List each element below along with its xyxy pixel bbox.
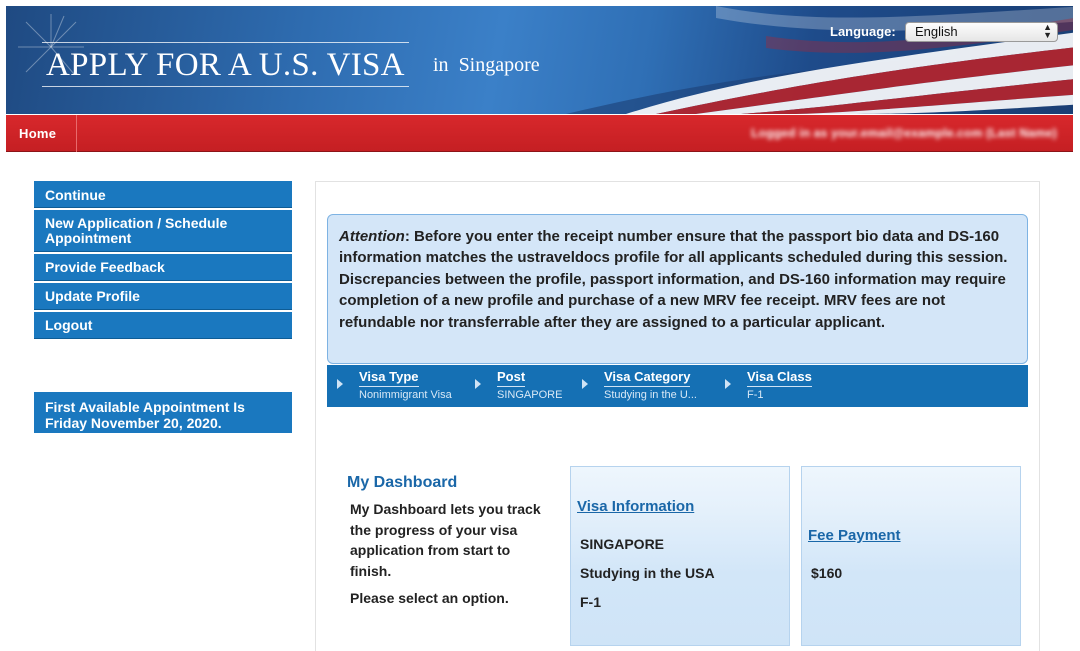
language-select-value: English: [915, 24, 958, 39]
visa-post-value: SINGAPORE: [580, 536, 665, 552]
attention-lead: Attention: [339, 228, 405, 245]
step-value: F-1: [747, 389, 764, 401]
language-select[interactable]: [905, 22, 1058, 42]
step-arrow-icon: [475, 379, 481, 389]
sidebar-item-provide-feedback[interactable]: Provide Feedback: [34, 254, 292, 281]
visa-information-link[interactable]: Visa Information: [577, 498, 695, 515]
step-label: Visa Category: [604, 369, 690, 387]
site-title: APPLY FOR A U.S. VISA: [42, 42, 409, 87]
step-value: SINGAPORE: [497, 389, 563, 401]
location-name: Singapore: [458, 54, 540, 76]
logged-in-user-text: Logged in as your.email@example.com (Last Name): [751, 126, 1057, 140]
sidebar-item-logout[interactable]: Logout: [34, 312, 292, 339]
fee-payment-card: [801, 466, 1021, 646]
location-text: [433, 54, 540, 77]
nav-home-link[interactable]: Home: [6, 115, 77, 152]
sidebar-item-continue[interactable]: Continue: [34, 181, 292, 208]
sidebar-item-new-application[interactable]: New Application / Schedule Appointment: [34, 210, 292, 252]
step-arrow-icon: [725, 379, 731, 389]
visa-information-card: [570, 466, 790, 646]
fee-payment-link[interactable]: Fee Payment: [808, 527, 901, 544]
attention-text: : Before you enter the receipt number ensure that the passport bio data and DS-160 information matches the ustraveldocs profile for all applicants scheduled during this session. Discrepancies between the profile, passport information, and DS-160 information may require completion of a new profile and purchase of a new MRV fee receipt. MRV fees are not refundable nor transferrable after they are assigned to a particular applicant.: [339, 228, 1008, 331]
location-prefix: in: [433, 54, 449, 76]
visa-category-value: Studying in the USA: [580, 565, 715, 581]
step-label: Visa Class: [747, 369, 812, 387]
select-arrows-icon: ▲ ▼: [1043, 22, 1052, 40]
top-nav-bar: [6, 115, 1073, 152]
sidebar-item-update-profile[interactable]: Update Profile: [34, 283, 292, 310]
dashboard-title: My Dashboard: [347, 474, 458, 491]
step-value: Nonimmigrant Visa: [359, 389, 452, 401]
attention-notice: [327, 214, 1028, 364]
step-arrow-icon: [337, 379, 343, 389]
sidebar-menu: [34, 181, 292, 341]
step-value: Studying in the U...: [604, 389, 697, 401]
step-label: Visa Type: [359, 369, 419, 387]
fee-amount-value: $160: [811, 565, 843, 581]
progress-steps: [327, 365, 1028, 407]
header-banner: [6, 6, 1073, 114]
language-label: Language:: [830, 24, 896, 39]
step-arrow-icon: [582, 379, 588, 389]
dashboard-description: My Dashboard lets you track the progress of your visa application from start to finish.: [350, 501, 541, 579]
first-available-appointment: First Available Appointment Is Friday November 20, 2020.: [34, 392, 292, 433]
step-label: Post: [497, 369, 525, 387]
dashboard-prompt: Please select an option.: [350, 590, 509, 606]
visa-class-value: F-1: [580, 594, 601, 610]
